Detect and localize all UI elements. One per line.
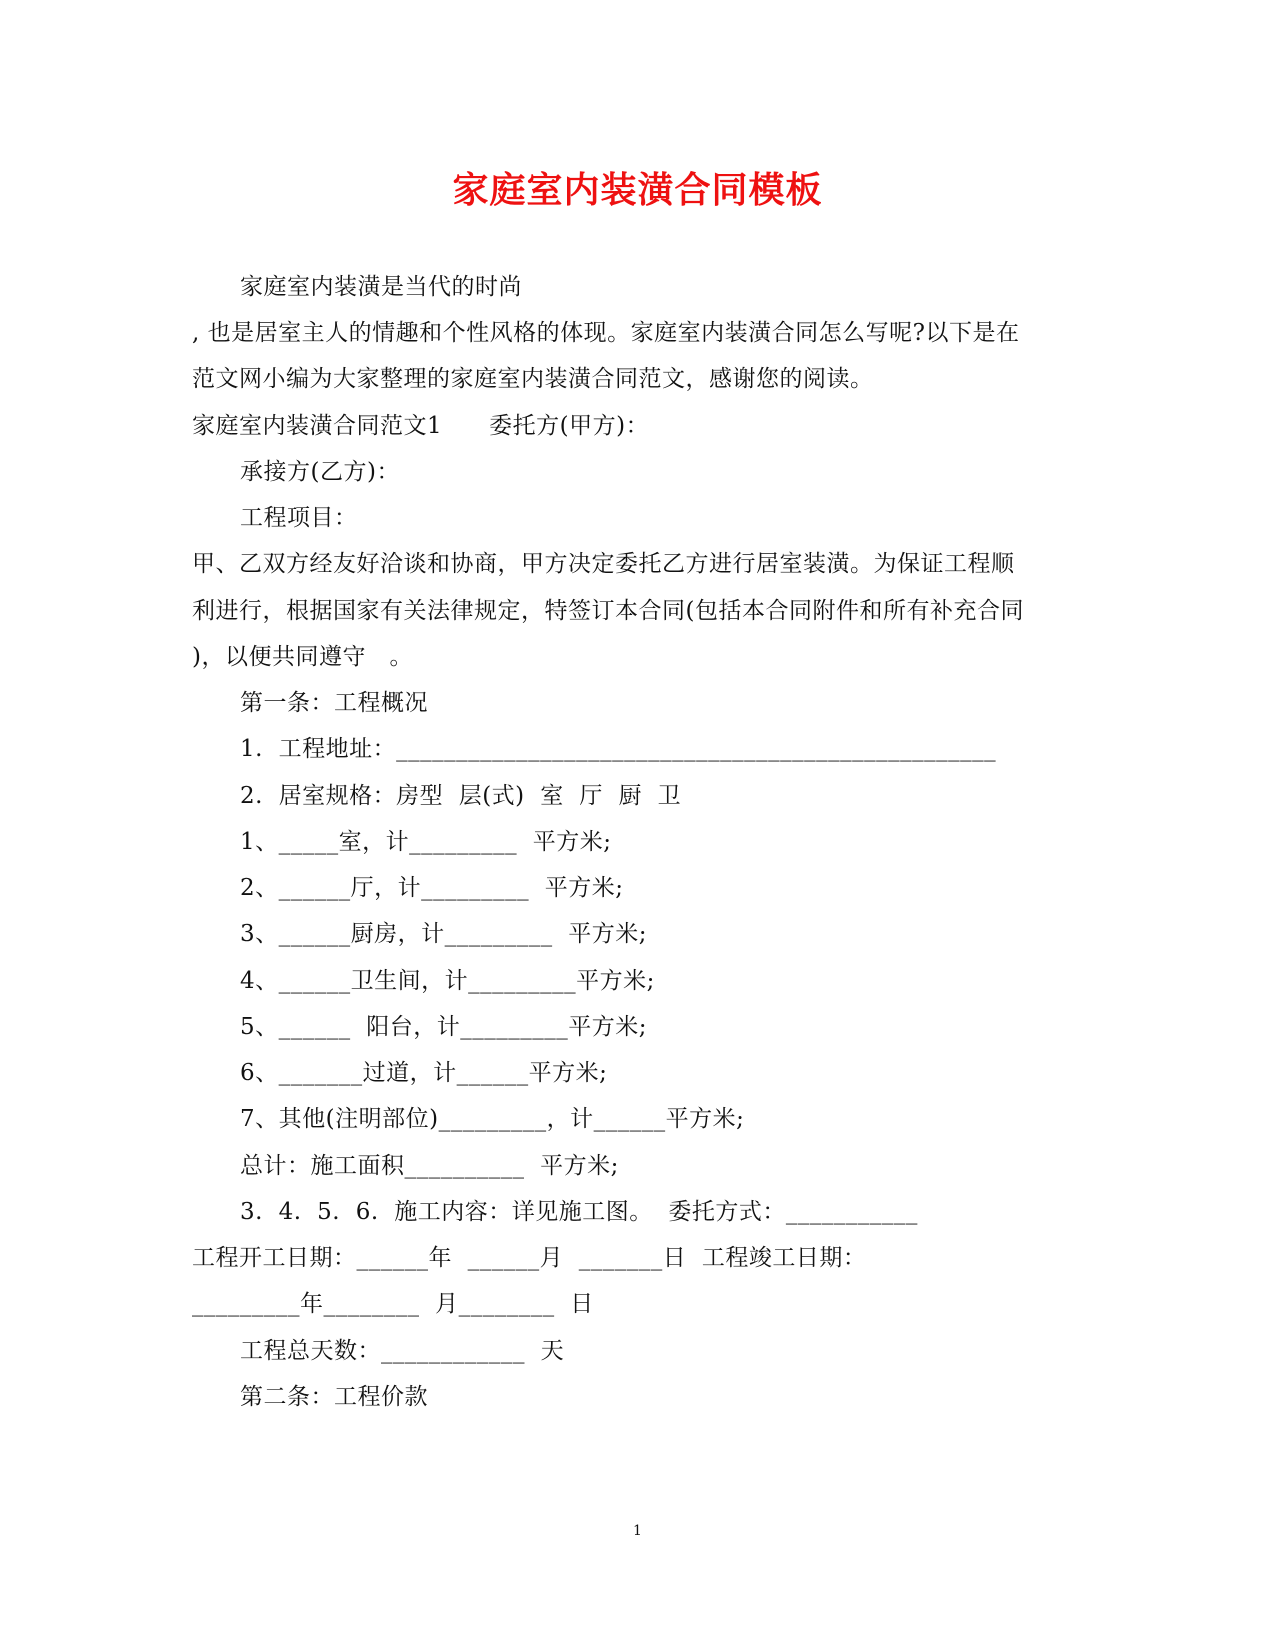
text-line: 1. 工程地址：__________________________________________________ (240, 736, 997, 762)
text-line: 工程开工日期：______年 ______月 _______日 工程竣工日期： (192, 1245, 867, 1271)
text-line: )，以便共同遵守 。 (192, 644, 413, 670)
text-line: 家庭室内装潢是当代的时尚 (240, 274, 522, 300)
text-line: 总计：施工面积__________ 平方米; (240, 1153, 619, 1179)
page-title: 家庭室内装潢合同模板 (452, 169, 823, 211)
text-line: 家庭室内装潢合同范文1 委托方(甲方)： (192, 413, 650, 439)
text-line: 承接方(乙方)： (240, 459, 400, 485)
text-line: 7、其他(注明部位)_________，计______平方米; (240, 1106, 745, 1132)
text-line: 甲、乙双方经友好洽谈和协商，甲方决定委托乙方进行居室装潢。为保证工程顺 (192, 551, 1015, 577)
text-line: 3. 4. 5. 6. 施工内容：详见施工图。 委托方式：___________ (240, 1199, 918, 1225)
text-line: 利进行，根据国家有关法律规定，特签订本合同(包括本合同附件和所有补充合同 (192, 598, 1024, 624)
text-line: 5、______ 阳台，计_________平方米; (240, 1014, 648, 1040)
text-line: 3、______厨房，计_________ 平方米; (240, 921, 648, 947)
text-line: 1、_____室，计_________ 平方米; (240, 829, 612, 855)
text-line: 工程项目： (240, 505, 358, 531)
text-line: 工程总天数：____________ 天 (240, 1338, 565, 1364)
text-line: 6、_______过道，计______平方米; (240, 1060, 608, 1086)
text-line: , 也是居室主人的情趣和个性风格的体现。家庭室内装潢合同怎么写呢?以下是在 (192, 320, 1020, 346)
text-line: 4、______卫生间，计_________平方米; (240, 968, 655, 994)
page-number: 1 (633, 1523, 642, 1539)
section-heading: 第二条：工程价款 (240, 1384, 428, 1410)
section-heading: 第一条：工程概况 (240, 690, 428, 716)
text-line: _________年________ 月________ 日 (192, 1291, 594, 1317)
text-line: 范文网小编为大家整理的家庭室内装潢合同范文，感谢您的阅读。 (192, 366, 874, 392)
text-line: 2. 居室规格：房型 层(式) 室 厅 厨 卫 (240, 783, 682, 809)
text-line: 2、______厅，计_________ 平方米; (240, 875, 624, 901)
